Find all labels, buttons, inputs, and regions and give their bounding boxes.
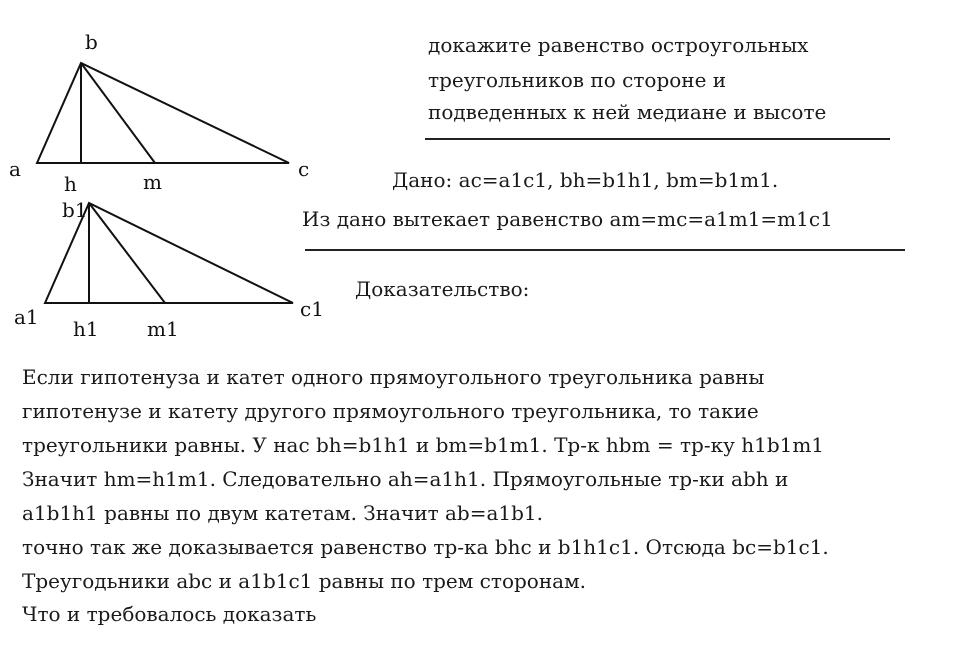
proof-line-5: a1b1h1 равны по двум катетам. Значит ab=a1b1. [22,501,544,525]
divider-1 [425,138,890,140]
median-bm [81,63,155,163]
proof-heading: Доказательство: [355,277,530,301]
vertex-label-b1: b1 [62,198,88,222]
problem-statement-line-2: треугольников по стороне и [428,68,727,92]
problem-statement-line-3: подведенных к ней медиане и высоте [428,100,827,124]
vertex-label-b: b [85,30,98,54]
triangle-abc [37,63,289,163]
triangle-abc-outline [37,63,289,163]
vertex-label-c: c [298,157,310,181]
vertex-label-h1: h1 [73,317,99,341]
problem-statement-line-1: докажите равенство остроугольных [428,33,809,57]
vertex-label-m1: m1 [147,317,179,341]
vertex-label-a: a [9,157,21,181]
vertex-label-m: m [143,170,162,194]
divider-2 [305,249,905,251]
proof-line-7: Треугодьники abc и a1b1c1 равны по трем сторонам. [22,569,587,593]
proof-line-4: Значит hm=h1m1. Следовательно ah=a1h1. Прямоугольные тр-ки abh и [22,467,789,491]
vertex-label-c1: c1 [300,297,324,321]
given-text: Дано: ac=a1c1, bh=b1h1, bm=b1m1. [392,168,779,192]
vertex-label-h: h [64,172,77,196]
given-consequence: Из дано вытекает равенство am=mc=a1m1=m1c1 [302,207,833,231]
vertex-label-a1: a1 [14,305,39,329]
proof-line-8: Что и требовалось доказать [22,602,317,626]
proof-line-2: гипотенузе и катету другого прямоугольного треугольника, то такие [22,399,759,423]
proof-line-6: точно так же доказывается равенство тр-ка bhc и b1h1c1. Отсюда bc=b1c1. [22,535,829,559]
proof-line-3: треугольники равны. У нас bh=b1h1 и bm=b1m1. Тр-к hbm = тр-ку h1b1m1 [22,433,825,457]
proof-line-1: Если гипотенуза и катет одного прямоугольного треугольника равны [22,365,765,389]
median-b1m1 [89,203,165,303]
